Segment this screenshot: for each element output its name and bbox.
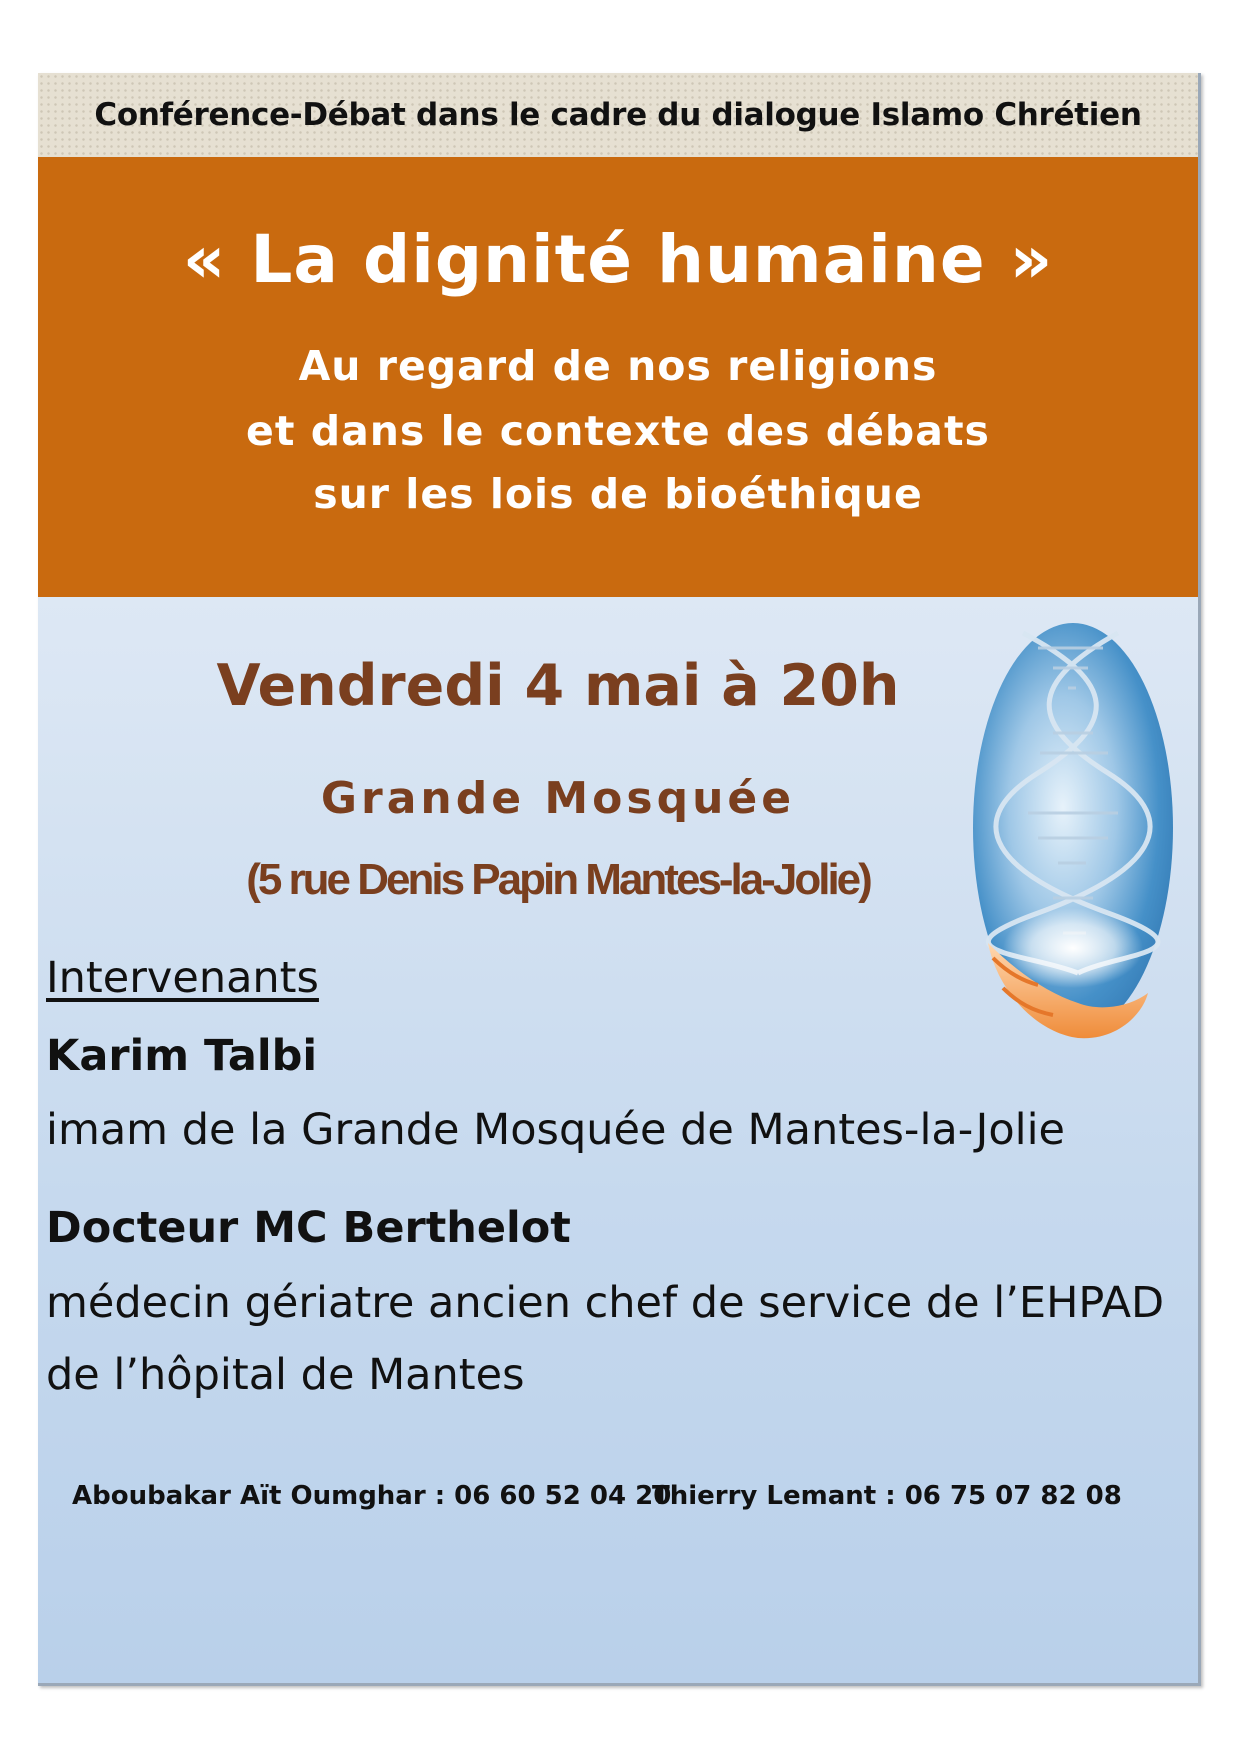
speaker-name: Karim Talbi (46, 1031, 318, 1081)
speaker-name: Docteur MC Berthelot (46, 1203, 571, 1253)
speaker-role: de l’hôpital de Mantes (46, 1350, 525, 1400)
header-banner-text: Conférence-Débat dans le cadre du dialogue Islamo Chrétien (94, 97, 1142, 133)
dna-helix-in-hand-icon (968, 613, 1178, 1053)
subtitle-line-1: Au regard de nos religions (298, 342, 938, 390)
speaker-role: médecin gériatre ancien chef de service de l’EHPAD (46, 1278, 1165, 1328)
subtitle-line-3: sur les lois de bioéthique (313, 470, 923, 518)
header-banner (38, 73, 1198, 157)
event-date: Vendredi 4 mai à 20h (216, 653, 900, 719)
speakers-heading: Intervenants (46, 953, 319, 1003)
title-band (38, 157, 1198, 597)
contact-thierry: Thierry Lemant : 06 75 07 82 08 (652, 1481, 1122, 1511)
contact-aboubakar: Aboubakar Aït Oumghar : 06 60 52 04 20 (72, 1481, 672, 1511)
event-address: (5 rue Denis Papin Mantes-la-Jolie) (246, 855, 870, 904)
main-title: « La dignité humaine » (182, 221, 1054, 298)
poster (38, 73, 1201, 1686)
subtitle-line-2: et dans le contexte des débats (246, 407, 990, 455)
speaker-role: imam de la Grande Mosquée de Mantes-la-Jolie (46, 1105, 1065, 1155)
event-venue: Grande Mosquée (320, 773, 796, 824)
